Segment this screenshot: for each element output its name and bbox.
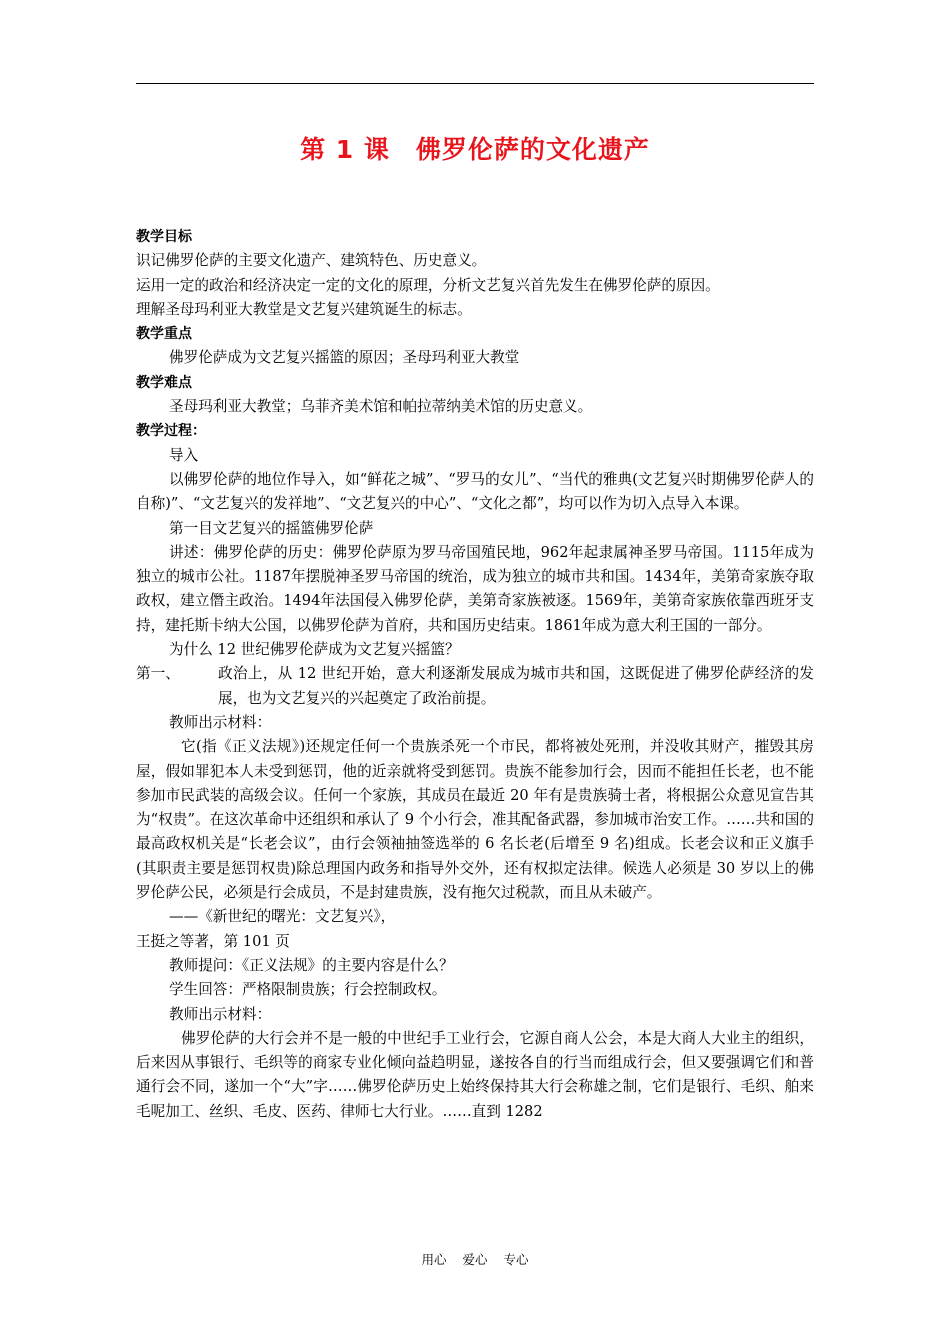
material-quote: 佛罗伦萨的大行会并不是一般的中世纪手工业行会，它源自商人公会，本是大商人大业主的组织，后来因从事银行、毛织等的商家专业化倾向益趋明显，遂按各自的行当而组成行会，但又要强调它们和普通行会不同，遂加一个“大”字……佛罗伦萨历史上始终保持其大行会称雄之制，它们是银行、毛织、舶来毛呢加工、丝织、毛皮、医药、律师七大行业。……直到 1282 xyxy=(136,1029,814,1120)
process-heading: 教学过程： xyxy=(136,423,206,440)
page-title: 第 1 课 佛罗伦萨的文化遗产 xyxy=(300,135,650,164)
header-rule xyxy=(136,83,814,84)
quote-source-author: 王挺之等著，第 101 页 xyxy=(136,932,290,950)
section-title: 第一目文艺复兴的摇篮佛罗伦萨 xyxy=(169,519,374,537)
material-label: 教师出示材料： xyxy=(169,1005,272,1023)
teacher-question: 教师提问：《正义法规》的主要内容是什么？ xyxy=(169,956,454,974)
goal-item: 理解圣母玛利亚大教堂是文艺复兴建筑诞生的标志。 xyxy=(136,300,472,318)
intro-label: 导入 xyxy=(169,446,199,464)
question-line: 为什么 12 世纪佛罗伦萨成为文艺复兴摇篮？ xyxy=(169,641,460,659)
material-label: 教师出示材料： xyxy=(169,713,272,731)
difficulty-text: 圣母玛利亚大教堂；乌菲齐美术馆和帕拉蒂纳美术馆的历史意义。 xyxy=(169,398,593,416)
point-text: 政治上，从 12 世纪开始，意大利逐渐发展成为城市共和国，这既促进了佛罗伦萨经济的发展，也为文艺复兴的兴起奠定了政治前提。 xyxy=(218,665,814,707)
history-paragraph: 讲述：佛罗伦萨的历史：佛罗伦萨原为罗马帝国殖民地，962年起隶属神圣罗马帝国。1115年成为独立的城市公社。1187年摆脱神圣罗马帝国的统治，成为独立的城市共和国。1434年，美第奇家族夺取政权，建立僭主政治。1494年法国侵入佛罗伦萨，美第奇家族被逐。1569年，美第奇家族依靠西班牙支持，建托斯卡纳大公国，以佛罗伦萨为首府，共和国历史结束。1861年成为意大利王国的一部分。 xyxy=(136,543,814,634)
material-quote: 它(指《正义法规》)还规定任何一个贵族杀死一个市民，都将被处死刑，并没收其财产，摧毁其房屋，假如罪犯本人未受到惩罚，他的近亲就将受到惩罚。贵族不能参加行会，因而不能担任长老，也不能参加市民武装的高级会议。任何一个家族，其成员在最近 20 年有是贵族骑士者，将根据公众意见宣告其为“权贵”。在这次革命中还组织和承认了 9 个小行会，准其配备武器，参加城市治安工作。……共和国的最高政权机关是“长老会议”，由行会领袖抽签选举的 6 名长老(后增至 9 名)组成。长老会议和正义旗手(其职责主要是惩罚权贵)除总理国内政务和指导外交外，还有权拟定法律。候选人必须是 30 岁以上的佛罗伦萨公民，必须是行会成员，不是封建贵族，没有拖欠过税款，而且从未破产。 xyxy=(136,738,814,902)
difficulty-heading: 教学难点 xyxy=(136,374,192,391)
goals-heading: 教学目标 xyxy=(136,229,192,245)
point-label: 第一、 xyxy=(136,665,180,683)
point-one xyxy=(136,662,814,711)
key-points-text: 佛罗伦萨成为文艺复兴摇篮的原因；圣母玛利亚大教堂 xyxy=(169,349,520,367)
page-footer: 用心 爱心 专心 xyxy=(421,1252,529,1267)
quote-source: ——《新世纪的曙光：文艺复兴》， xyxy=(169,908,396,926)
student-answer: 学生回答：严格限制贵族；行会控制政权。 xyxy=(169,981,447,999)
goal-item: 运用一定的政治和经济决定一定的文化的原理，分析文艺复兴首先发生在佛罗伦萨的原因。 xyxy=(136,276,720,294)
key-points-heading: 教学重点 xyxy=(136,326,192,343)
intro-paragraph: 以佛罗伦萨的地位作导入，如“鲜花之城”、“罗马的女儿”、“当代的雅典(文艺复兴时期佛罗伦萨人的自称)”、“文艺复兴的发祥地”、“文艺复兴的中心”、“文化之都”，均可以作为切入点导入本课。 xyxy=(136,470,814,513)
goal-item: 识记佛罗伦萨的主要文化遗产、建筑特色、历史意义。 xyxy=(136,252,487,270)
document-body xyxy=(136,225,814,1124)
